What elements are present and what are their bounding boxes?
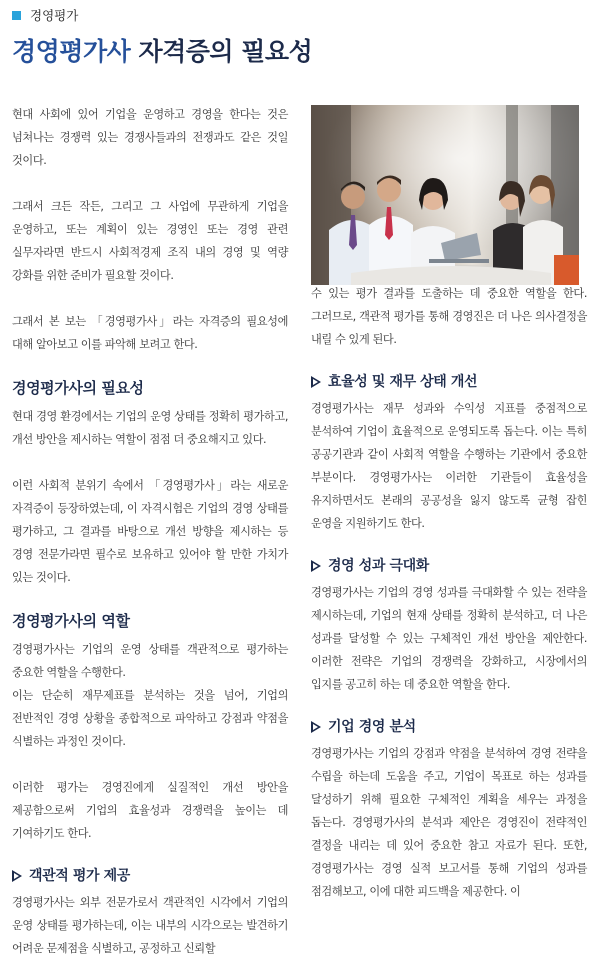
- office-meeting-photo: [311, 105, 579, 285]
- objective-evaluation-continued: 수 있는 평가 결과를 도출하는 데 중요한 역할을 한다. 그러므로, 객관적 평가를 통해 경영진은 더 나은 의사결정을 내릴 수 있게 된다.: [311, 287, 587, 346]
- subheading-analysis: [311, 715, 587, 739]
- section-heading-necessity: 경영평가사의 필요성: [12, 379, 144, 397]
- performance-paragraph: 경영평가사는 기업의 경영 성과를 극대화할 수 있는 전략을 제시하는데, 기업의 현재 상태를 정확히 분석하고, 더 나은 성과를 달성할 수 있는 구체적인 개선 방안을 제안한다. 이러한 전략은 기업의 경쟁력을 강화하고, 시장에서의 입지를 공고히 하는 데 중요한 역할을 한다.: [311, 586, 587, 691]
- triangle-bullet-icon: [311, 560, 321, 572]
- subheading-text: 효율성 및 재무 상태 개선: [328, 374, 478, 390]
- title-highlight: 경영평가사: [12, 37, 131, 66]
- category-text: 경영평가: [30, 8, 79, 23]
- category-square-icon: [12, 11, 21, 20]
- page-title: [12, 32, 312, 68]
- subheading-text: 기업 경영 분석: [328, 719, 416, 735]
- subheading-performance: [311, 554, 587, 578]
- efficiency-paragraph: 경영평가사는 재무 성과와 수익성 지표를 중점적으로 분석하여 기업이 효율적으로 운영되도록 돕는다. 이는 특히 공공기관과 같이 사회적 역할을 수행하는 기관에서 중요한 부분이다. 경영평가사는 이러한 기관들이 효율성을 유지하면서도 본래의 공공성을 잃지 않도록 균형 잡힌 운영을 지원하기도 한다.: [311, 402, 587, 530]
- triangle-bullet-icon: [311, 721, 321, 733]
- intro-paragraph: 그래서 본 보는 「경영평가사」라는 자격증의 필요성에 대해 알아보고 이를 파악해 보려고 한다.: [12, 315, 288, 351]
- analysis-paragraph: 경영평가사는 기업의 강점과 약점을 분석하여 경영 전략을 수립을 하는데 도움을 주고, 기업이 목표로 하는 성과를 달성하기 위해 필요한 구체적인 계획을 세우는 과정을 돕는다. 경영평가사의 분석과 제안은 경영진이 전략적인 결정을 내리는 데 있어 중요한 참고 자료가 된다. 또한, 경영평가사는 경영 실적 보고서를 통해 기업의 성과를 점검해보고, 이에 대한 피드백을 제공한다. 이: [311, 747, 587, 898]
- objective-evaluation-paragraph: 경영평가사는 외부 전문가로서 객관적인 시각에서 기업의 운영 상태를 평가하는데, 이는 내부의 시각으로는 발견하기 어려운 문제점을 식별하고, 공정하고 신뢰할: [12, 896, 288, 955]
- intro-paragraph: 그래서 크든 작든, 그리고 그 사업에 무관하게 기업을 운영하고, 또는 계획이 있는 경영인 또는 경영 관련 실무자라면 반드시 사회적경제 조직 내의 경영 및 역량 강화를 위한 준비가 필요할 것이다.: [12, 200, 288, 282]
- title-rest: 자격증의 필요성: [130, 37, 313, 66]
- role-paragraph: 경영평가사는 기업의 운영 상태를 객관적으로 평가하는 중요한 역할을 수행한다.: [12, 643, 288, 679]
- meeting-illustration: [311, 105, 579, 285]
- section-heading-role: 경영평가사의 역할: [12, 612, 130, 630]
- necessity-paragraph: 현대 경영 환경에서는 기업의 운영 상태를 정확히 평가하고, 개선 방안을 제시하는 역할이 점점 더 중요해지고 있다.: [12, 410, 288, 446]
- subheading-objective-evaluation: [12, 864, 288, 888]
- necessity-paragraph: 이런 사회적 분위기 속에서 「경영평가사」라는 새로운 자격증이 등장하였는데, 이 자격시험은 기업의 경영 상태를 평가하고, 그 결과를 바탕으로 개선 방향을 제시하는 등 경영 전문가라면 필수로 보유하고 있어야 할 만한 가치가 있는 것이다.: [12, 479, 288, 584]
- intro-paragraph: 현대 사회에 있어 기업을 운영하고 경영을 한다는 것은 넘쳐나는 경쟁력 있는 경쟁사들과의 전쟁과도 같은 것일 것이다.: [12, 108, 288, 167]
- subheading-efficiency: [311, 370, 587, 394]
- role-paragraph: 이는 단순히 재무제표를 분석하는 것을 넘어, 기업의 전반적인 경영 상황을 종합적으로 파악하고 강점과 약점을 식별하는 과정인 것이다.: [12, 689, 288, 748]
- subheading-text: 객관적 평가 제공: [29, 868, 130, 884]
- category-label: [12, 6, 78, 24]
- left-column: [12, 103, 288, 960]
- triangle-bullet-icon: [12, 870, 22, 882]
- right-column: [311, 282, 587, 903]
- triangle-bullet-icon: [311, 376, 321, 388]
- role-paragraph: 이러한 평가는 경영진에게 실질적인 개선 방안을 제공함으로써 기업의 효율성과 경쟁력을 높이는 데 기여하기도 한다.: [12, 781, 288, 840]
- subheading-text: 경영 성과 극대화: [328, 558, 429, 574]
